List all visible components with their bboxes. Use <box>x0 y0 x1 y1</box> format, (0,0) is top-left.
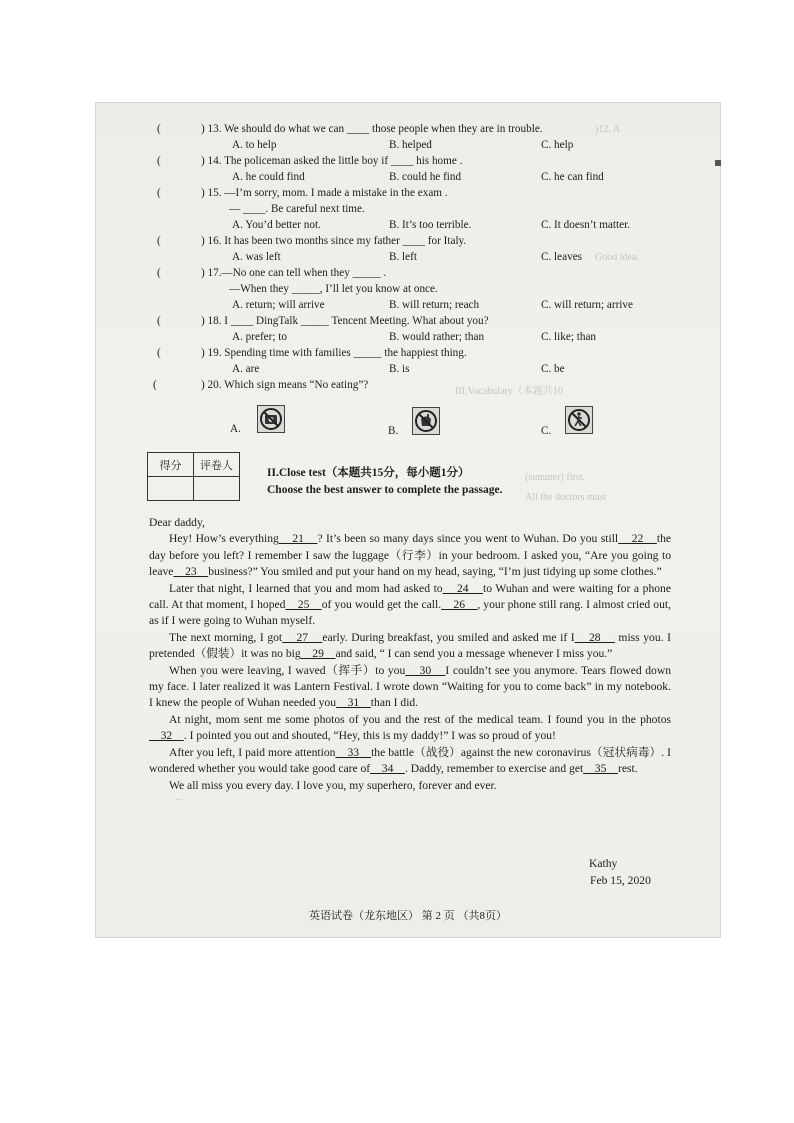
question-17-option-b: B. will return; reach <box>389 299 480 311</box>
letter-text: We all miss you every day. I love you, my superhero, forever and ever. <box>169 778 497 792</box>
letter-text: ? It’s been so many days since you went to Wuhan. Do you still <box>317 532 619 546</box>
letter-text: At night, mom sent me some photos of you and the rest of the medical team. I found you in the photos <box>169 712 671 726</box>
question-15-line2: — ____. Be careful next time. <box>229 203 365 215</box>
question-16-option-a: A. was left <box>232 251 281 263</box>
answer-blank[interactable]: 31 <box>336 696 371 710</box>
letter-paragraph <box>149 630 671 663</box>
letter-body <box>149 515 671 794</box>
question-14-stem: ) 14. The policeman asked the little boy if ____ his home . <box>201 155 463 167</box>
answer-blank[interactable]: 30 <box>405 663 446 677</box>
letter-text: the day before you left? I remember I saw the luggage（行李）in your bedroom. I asked you, “Are you going to leave <box>149 532 672 579</box>
score-field[interactable] <box>148 477 194 501</box>
letter-paragraph <box>149 581 671 630</box>
page-edge-mark <box>715 160 721 166</box>
answer-blank[interactable]: 22 <box>618 532 657 546</box>
answer-bracket[interactable]: ( <box>157 187 161 199</box>
question-19-option-a: A. are <box>232 363 260 375</box>
signature-name: Kathy <box>589 857 618 870</box>
grader-label: 评卷人 <box>194 453 240 477</box>
answer-bracket[interactable]: ( <box>153 379 157 391</box>
letter-text: to Wuhan and were waiting for a phone call. At that moment, I hoped <box>149 581 671 612</box>
answer-blank[interactable]: 33 <box>335 745 372 759</box>
answer-bracket[interactable]: ( <box>157 123 161 135</box>
question-17-line2: —When they _____, I’ll let you know at once. <box>229 283 438 295</box>
answer-bracket[interactable]: ( <box>157 315 161 327</box>
answer-blank[interactable]: 27 <box>282 630 323 644</box>
bleed-through: ... <box>175 792 183 803</box>
letter-text: and said, “ I can send you a message whenever I miss you.” <box>335 647 613 661</box>
bleed-through: III.Vocabulary（本题共10 <box>455 386 563 397</box>
bleed-through: (summer) first. <box>525 472 585 483</box>
question-17-stem: ) 17.—No one can tell when they _____ . <box>201 267 387 279</box>
letter-text: miss you. I pretended（假装）it was no big <box>149 630 671 661</box>
no-eating-sign-icon <box>412 407 440 435</box>
question-13-option-b: B. helped <box>389 139 432 151</box>
question-18-option-a: A. prefer; to <box>232 331 287 343</box>
letter-text: The next morning, I got <box>169 630 283 644</box>
answer-blank[interactable]: 35 <box>583 762 618 776</box>
letter-text: . Daddy, remember to exercise and get <box>404 762 584 776</box>
letter-text: After you left, I paid more attention <box>169 745 336 759</box>
no-walking-sign-icon <box>565 406 593 434</box>
question-20-stem: ) 20. Which sign means “No eating”? <box>201 379 369 391</box>
question-13-option-a: A. to help <box>232 139 277 151</box>
question-20-option-b: B. <box>388 425 399 437</box>
question-15-option-a: A. You’d better not. <box>232 219 321 231</box>
question-18-option-c: C. like; than <box>541 331 596 343</box>
question-19-option-b: B. is <box>389 363 410 375</box>
question-20-option-c: C. <box>541 425 552 437</box>
question-14-option-a: A. he could find <box>232 171 305 183</box>
letter-text: Later that night, I learned that you and mom had asked to <box>169 581 443 595</box>
answer-blank[interactable]: 23 <box>173 565 209 579</box>
letter-text: I couldn’t see you anymore. Tears flowed down my face. I later realized it was Lantern Festival. I wrote down “Waiting for you to come back” in my notebook. I knew the people of Wuhan needed you <box>149 663 671 710</box>
letter-greeting: Dear daddy, <box>149 516 205 529</box>
question-13-option-c: C. help <box>541 139 574 151</box>
answer-bracket[interactable]: ( <box>157 155 161 167</box>
question-14-option-b: B. could he find <box>389 171 462 183</box>
letter-text: of you would get the call. <box>321 598 442 612</box>
letter-paragraph <box>149 712 671 745</box>
letter-text: the battle（战役）against the new coronavirus（冠状病毒）. I wondered whether you would take good care of <box>149 745 671 776</box>
answer-blank[interactable]: 21 <box>278 532 318 546</box>
section-title: II.Close test（本题共15分，每小题1分） <box>267 467 470 479</box>
exam-page <box>95 102 721 938</box>
question-13-stem: ) 13. We should do what we can ____ those people when they are in trouble. <box>201 123 543 135</box>
letter-paragraph <box>149 531 671 580</box>
question-14-option-c: C. he can find <box>541 171 604 183</box>
grader-field[interactable] <box>194 477 240 501</box>
question-19-stem: ) 19. Spending time with families _____ the happiest thing. <box>201 347 467 359</box>
letter-text: than I did. <box>370 696 419 710</box>
bleed-through: )12. A <box>595 124 620 135</box>
letter-text: , your phone still rang. I almost cried out, as if I were going to Wuhan myself. <box>149 598 671 628</box>
no-camera-sign-icon <box>257 405 285 433</box>
question-16-stem: ) 16. It has been two months since my father ____ for Italy. <box>201 235 467 247</box>
letter-paragraphs <box>149 531 671 794</box>
answer-blank[interactable]: 26 <box>441 598 478 612</box>
answer-bracket[interactable]: ( <box>157 347 161 359</box>
answer-blank[interactable]: 34 <box>370 762 405 776</box>
bleed-through: All the doctors must <box>525 492 607 503</box>
letter-text: Hey! How’s everything <box>169 532 279 546</box>
question-16-option-b: B. left <box>389 251 417 263</box>
letter-text: . I pointed you out and shouted, “Hey, this is my daddy!” I was so proud of you! <box>183 729 556 743</box>
section-instruction: Choose the best answer to complete the passage. <box>267 484 503 496</box>
letter-text: business?” You smiled and put your hand on my head, saying, “I’m just tidying up some clothes.” <box>208 565 662 579</box>
question-18-stem: ) 18. I ____ DingTalk _____ Tencent Meeting. What about you? <box>201 315 489 327</box>
letter-text: rest. <box>617 762 638 776</box>
letter-text: early. During breakfast, you smiled and asked me if I <box>322 630 575 644</box>
answer-blank[interactable]: 29 <box>300 647 336 661</box>
letter-paragraph <box>149 663 671 712</box>
score-box <box>147 452 240 501</box>
answer-bracket[interactable]: ( <box>157 267 161 279</box>
question-17-option-c: C. will return; arrive <box>541 299 633 311</box>
question-15-option-c: C. It doesn’t matter. <box>541 219 630 231</box>
question-18-option-b: B. would rather; than <box>389 331 485 343</box>
letter-date: Feb 15, 2020 <box>590 874 651 887</box>
answer-blank[interactable]: 24 <box>442 581 483 595</box>
answer-blank[interactable]: 25 <box>285 598 322 612</box>
letter-paragraph <box>149 778 671 794</box>
question-17-option-a: A. return; will arrive <box>232 299 325 311</box>
question-20-option-a: A. <box>230 423 241 435</box>
bleed-through: Good idea. <box>595 252 639 263</box>
score-label: 得分 <box>148 453 194 477</box>
answer-blank[interactable]: 32 <box>149 729 184 743</box>
answer-blank[interactable]: 28 <box>574 630 615 644</box>
page-footer: 英语试卷（龙东地区） 第 2 页 （共8页） <box>309 910 507 922</box>
answer-bracket[interactable]: ( <box>157 235 161 247</box>
question-16-option-c: C. leaves <box>541 251 583 263</box>
letter-paragraph <box>149 745 671 778</box>
letter-text: When you were leaving, I waved（挥手）to you <box>169 663 406 677</box>
question-19-option-c: C. be <box>541 363 565 375</box>
question-15-option-b: B. It’s too terrible. <box>389 219 472 231</box>
question-15-stem: ) 15. —I’m sorry, mom. I made a mistake in the exam . <box>201 187 448 199</box>
